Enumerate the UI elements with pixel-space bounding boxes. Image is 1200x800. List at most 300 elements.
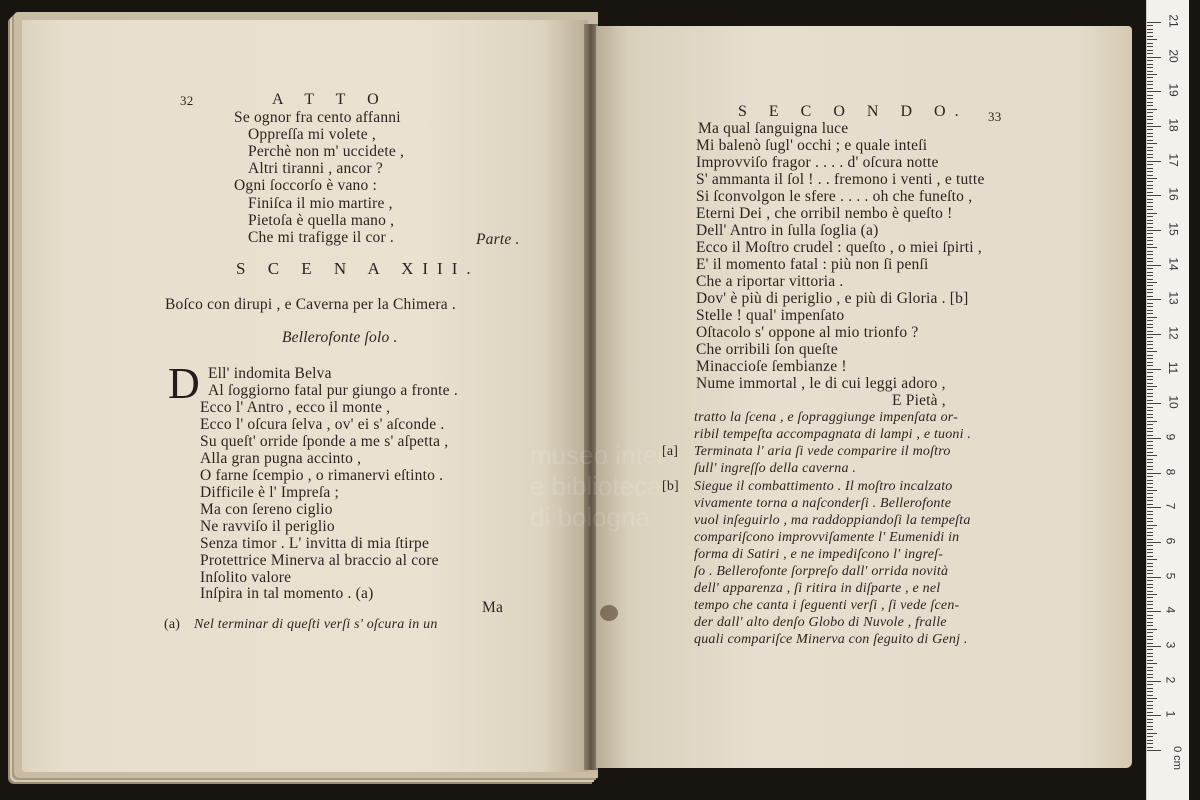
ruler-tick [1147, 667, 1153, 668]
speech-line: Senza timor . L' invitta di mia ſtirpe [200, 535, 430, 552]
ruler-tick [1147, 715, 1161, 716]
ruler-tick [1147, 656, 1153, 657]
ruler-tick [1147, 119, 1153, 120]
ruler-tick [1147, 729, 1153, 730]
ruler-tick [1147, 268, 1153, 269]
speech-line: Ma con ſereno ciglio [200, 501, 333, 518]
ink-stain [600, 605, 618, 621]
ruler-tick [1147, 608, 1153, 609]
ruler-tick [1147, 136, 1153, 137]
ruler-tick [1147, 559, 1157, 560]
ruler-tick [1147, 410, 1153, 411]
ruler-tick [1147, 355, 1153, 356]
ruler-tick [1147, 545, 1153, 546]
note-b-line: vuol inſeguirlo , ma raddoppiandoſi la tempeſta [694, 513, 971, 528]
ruler-tick [1147, 161, 1161, 162]
speech-line: Stelle ! qual' impenſato [696, 307, 845, 324]
ruler-tick [1147, 60, 1153, 61]
ruler-tick [1147, 743, 1153, 744]
ruler-tick [1147, 584, 1153, 585]
ruler-tick [1147, 660, 1153, 661]
ruler-tick [1147, 296, 1153, 297]
ruler-tick [1147, 549, 1153, 550]
ruler-tick [1147, 674, 1153, 675]
ruler-tick [1147, 740, 1153, 741]
scene-heading: S C E N A XIII. [236, 259, 480, 278]
ruler-tick [1147, 379, 1153, 380]
ruler-tick [1147, 168, 1153, 169]
catchword: Ma [482, 599, 504, 616]
ruler-tick [1147, 365, 1153, 366]
ruler-number: 1 [1163, 710, 1178, 718]
ruler-tick [1147, 622, 1153, 623]
ruler-tick [1147, 244, 1153, 245]
ruler-tick [1147, 688, 1153, 689]
ruler-tick [1147, 597, 1153, 598]
ruler-tick [1147, 233, 1153, 234]
ruler-tick [1147, 695, 1153, 696]
ruler-tick [1147, 123, 1153, 124]
ruler-tick [1147, 636, 1153, 637]
ruler-tick [1147, 580, 1153, 581]
ruler-tick [1147, 604, 1153, 605]
ruler-number: 20 [1166, 48, 1181, 63]
ruler-tick [1147, 708, 1153, 709]
speech-line: Dell' Antro in ſulla ſoglia (a) [696, 222, 879, 239]
ruler-tick [1147, 414, 1153, 415]
ruler-tick [1147, 272, 1153, 273]
ruler-tick [1147, 629, 1157, 630]
ruler-tick [1147, 525, 1157, 526]
ruler-tick [1147, 98, 1153, 99]
speech-line: Su queſt' orride ſponde a me s' aſpetta , [200, 433, 449, 450]
ruler-tick [1147, 74, 1157, 75]
ruler-tick [1147, 736, 1153, 737]
ruler-tick [1147, 424, 1153, 425]
note-b-line: dell' apparenza , ſi ritira in diſparte , e nel [694, 581, 941, 596]
running-head-left: A T T O [272, 91, 388, 108]
speech-line: Improvviſo fragor . . . . d' oſcura notte [696, 154, 939, 171]
ruler-tick [1147, 428, 1153, 429]
ruler-tick [1147, 403, 1161, 404]
ruler-number: 4 [1163, 606, 1178, 614]
ruler-tick [1147, 46, 1153, 47]
ruler-number: 19 [1166, 83, 1181, 98]
ruler-tick [1147, 71, 1153, 72]
ruler-tick [1147, 116, 1153, 117]
ruler-tick [1147, 157, 1153, 158]
ruler-number: 18 [1166, 118, 1181, 132]
ruler-number: 16 [1166, 187, 1181, 202]
ruler-number: 3 [1163, 641, 1178, 649]
ruler-tick [1147, 102, 1153, 103]
ruler-tick [1147, 438, 1161, 439]
ruler-tick [1147, 261, 1153, 262]
ruler-tick [1147, 632, 1153, 633]
ruler-tick [1147, 254, 1153, 255]
ruler-tick [1147, 455, 1157, 456]
ruler-number: 8 [1163, 468, 1178, 475]
ruler-tick [1147, 466, 1153, 467]
note-b-line: quali compariſce Minerva con ſeguito di Genj . [694, 632, 968, 647]
ruler-tick [1147, 389, 1153, 390]
ruler-tick [1147, 206, 1153, 207]
speech-line: Difficile è l' Impreſa ; [200, 484, 340, 501]
speech-line: Ecco l' Antro , ecco il monte , [200, 399, 391, 416]
ruler-tick [1147, 299, 1161, 300]
ruler-tick [1147, 279, 1153, 280]
ruler-tick [1147, 192, 1153, 193]
ruler-tick [1147, 563, 1153, 564]
note-b-line: forma di Satiri , e ne impediſcono l' ingreſ- [694, 547, 944, 562]
ruler-number: 15 [1166, 222, 1181, 236]
verse-line: Oppreſſa mi volete , [248, 126, 376, 143]
ruler-tick [1147, 358, 1153, 359]
running-head-right: S E C O N D O. [738, 103, 968, 120]
ruler-tick [1147, 542, 1161, 543]
ruler-tick [1147, 29, 1153, 30]
ruler-tick [1147, 681, 1161, 682]
ruler-tick [1147, 591, 1153, 592]
ruler-tick [1147, 521, 1153, 522]
ruler-tick [1147, 698, 1157, 699]
speech-line: O farne ſcempio , o rimanervi eſtinto . [200, 467, 444, 484]
ruler-tick [1147, 400, 1153, 401]
ruler-tick [1147, 334, 1161, 335]
ruler-number: 12 [1166, 326, 1181, 340]
verse-line: Altri tiranni , ancor ? [248, 160, 384, 177]
ruler-tick [1147, 712, 1153, 713]
ruler-tick [1147, 514, 1153, 515]
speech-line: Che orribili ſon queſte [696, 341, 838, 358]
ruler-unit-label: 0 cm [1170, 746, 1183, 770]
ruler-tick [1147, 265, 1161, 266]
ruler-tick [1147, 726, 1153, 727]
ruler-tick [1147, 105, 1153, 106]
ruler-number: 10 [1166, 395, 1181, 410]
ruler-tick [1147, 181, 1153, 182]
note-a-line: Terminata l' aria ſi vede comparire il moſtro [694, 444, 951, 459]
ruler-tick [1147, 493, 1153, 494]
ruler-tick [1147, 497, 1153, 498]
ruler-tick [1147, 421, 1157, 422]
ruler-tick [1147, 195, 1161, 196]
stage-direction-exit: Parte . [476, 231, 520, 248]
ruler-tick [1147, 39, 1157, 40]
ruler-tick [1147, 376, 1153, 377]
ruler-tick [1147, 147, 1153, 148]
ruler-tick [1147, 490, 1157, 491]
ruler-tick [1147, 57, 1161, 58]
ruler-tick [1147, 230, 1161, 231]
ruler-tick [1147, 469, 1153, 470]
speech-line: Dov' è più di periglio , e più di Gloria . [b] [696, 290, 969, 307]
ruler-tick [1147, 618, 1153, 619]
ruler-tick [1147, 320, 1153, 321]
footnote-mark: (a) [164, 617, 181, 632]
ruler-tick [1147, 306, 1153, 307]
ruler-tick [1147, 750, 1161, 751]
ruler-tick [1147, 150, 1153, 151]
ruler-tick [1147, 535, 1153, 536]
ruler-tick [1147, 649, 1153, 650]
ruler-tick [1147, 275, 1153, 276]
ruler-tick [1147, 143, 1157, 144]
note-b-line: vivamente torna a naſconderſi . Bellerofonte [694, 496, 952, 511]
ruler-tick [1147, 511, 1153, 512]
ruler-tick [1147, 532, 1153, 533]
ruler-tick [1147, 348, 1153, 349]
page-number-right: 33 [988, 109, 1002, 124]
note-b-line: der dall' alto denſo Globo di Nuvole , fralle [694, 615, 947, 630]
ruler-tick [1147, 587, 1153, 588]
ruler-tick [1147, 407, 1153, 408]
ruler-tick [1147, 570, 1153, 571]
ruler-tick [1147, 337, 1153, 338]
ruler-tick [1147, 53, 1153, 54]
ruler-tick [1147, 719, 1153, 720]
ruler-number: 2 [1163, 676, 1178, 683]
ruler-tick [1147, 67, 1153, 68]
speech-line: Ecco l' oſcura ſelva , ov' ei s' aſconde . [200, 416, 445, 433]
footnote: Nel terminar di queſti verſi s' oſcura in un [194, 617, 438, 632]
scene-setting: Boſco con dirupi , e Caverna per la Chimera . [165, 296, 456, 313]
ruler-tick [1147, 285, 1153, 286]
speech-line: Ell' indomita Belva [208, 365, 332, 382]
ruler-number: 14 [1166, 256, 1181, 271]
ruler-tick [1147, 396, 1153, 397]
ruler-tick [1147, 611, 1161, 612]
ruler-number: 13 [1166, 291, 1181, 306]
note-a-line: ſull' ingreſſo della caverna . [694, 461, 857, 476]
ruler-tick [1147, 199, 1153, 200]
speech-line: Protettrice Minerva al braccio al core [200, 552, 439, 569]
ruler-tick [1147, 417, 1153, 418]
ruler-tick [1147, 487, 1153, 488]
ruler-tick [1147, 341, 1153, 342]
verse-line: Che mi trafigge il cor . [248, 229, 394, 246]
ruler-tick [1147, 448, 1153, 449]
continuation-line: tratto la ſcena , e ſopraggiunge impenſata or- [694, 410, 959, 425]
ruler-tick [1147, 84, 1153, 85]
speech-line: Inſolito valore [200, 569, 292, 586]
ruler-tick [1147, 372, 1153, 373]
ruler-tick [1147, 684, 1153, 685]
speech-line: E' il momento fatal : più non ſi penſi [696, 256, 929, 273]
ruler-tick [1147, 643, 1153, 644]
ruler-tick [1147, 625, 1153, 626]
ruler-tick [1147, 722, 1153, 723]
ruler-tick [1147, 445, 1153, 446]
note-b-line: compariſcono improvviſamente l' Eumenidi in [694, 530, 960, 545]
ruler-tick [1147, 369, 1161, 370]
ruler-number: 9 [1163, 433, 1178, 441]
ruler-tick [1147, 601, 1153, 602]
speech-line: S' ammanta il ſol ! . . fremono i venti , e tutte [696, 171, 985, 188]
note-b-line: tempo che canta i ſeguenti verſi , ſi vede ſcen- [694, 598, 960, 613]
ruler-number: 17 [1166, 152, 1181, 167]
ruler-tick [1147, 223, 1153, 224]
ruler-tick [1147, 313, 1153, 314]
ruler-tick [1147, 435, 1153, 436]
ruler-tick [1147, 386, 1157, 387]
character-name: Bellerofonte ſolo . [282, 329, 398, 346]
ruler-tick [1147, 188, 1153, 189]
ruler-tick [1147, 344, 1153, 345]
ruler-tick [1147, 43, 1153, 44]
ruler-tick [1147, 64, 1153, 65]
ruler-number: 21 [1166, 14, 1181, 28]
ruler-tick [1147, 528, 1153, 529]
ruler-number: 5 [1163, 572, 1178, 579]
ruler-tick [1147, 594, 1157, 595]
speech-line: Ne ravviſo il periglio [200, 518, 335, 535]
measuring-ruler [1146, 0, 1189, 800]
speech-line: Alla gran pugna accinto , [200, 450, 362, 467]
ruler-tick [1147, 220, 1153, 221]
catch-line: E Pietà , [892, 392, 946, 409]
ruler-tick [1147, 539, 1153, 540]
ruler-tick [1147, 615, 1153, 616]
speech-line: Minaccioſe ſembianze ! [696, 358, 847, 375]
ruler-tick [1147, 653, 1153, 654]
ruler-tick [1147, 77, 1153, 78]
ruler-tick [1147, 705, 1153, 706]
ruler-tick [1147, 663, 1157, 664]
ruler-tick [1147, 292, 1153, 293]
ruler-tick [1147, 441, 1153, 442]
speech-line: Che a riportar vittoria . [696, 273, 844, 290]
ruler-tick [1147, 566, 1153, 567]
ruler-tick [1147, 577, 1161, 578]
left-page [22, 20, 588, 772]
ruler-tick [1147, 258, 1153, 259]
ruler-tick [1147, 25, 1153, 26]
continuation-line: ribil tempeſta accompagnata di lampi , e tuoni . [694, 427, 972, 442]
ruler-tick [1147, 500, 1153, 501]
right-page [596, 26, 1132, 768]
ruler-tick [1147, 507, 1161, 508]
ruler-tick [1147, 483, 1153, 484]
verse-line: Se ognor fra cento affanni [234, 109, 401, 126]
ruler-tick [1147, 109, 1157, 110]
ruler-tick [1147, 462, 1153, 463]
ruler-tick [1147, 691, 1153, 692]
ruler-tick [1147, 452, 1153, 453]
ruler-tick [1147, 133, 1153, 134]
ruler-tick [1147, 733, 1157, 734]
ruler-tick [1147, 140, 1153, 141]
ruler-tick [1147, 209, 1153, 210]
ruler-tick [1147, 237, 1153, 238]
ruler-tick [1147, 670, 1153, 671]
speech-line: Ecco il Moſtro crudel : queſto , o miei ſpirti , [696, 239, 982, 256]
ruler-tick [1147, 202, 1153, 203]
note-a-mark: [a] [662, 444, 679, 459]
ruler-tick [1147, 91, 1161, 92]
ruler-tick [1147, 164, 1153, 165]
speech-line: Mi balenò ſugl' occhi ; e quale inteſi [696, 137, 928, 154]
ruler-tick [1147, 36, 1153, 37]
ruler-tick [1147, 362, 1153, 363]
verse-line: Pietoſa è quella mano , [248, 212, 395, 229]
ruler-tick [1147, 216, 1153, 217]
ruler-tick [1147, 178, 1157, 179]
ruler-tick [1147, 383, 1153, 384]
ruler-tick [1147, 480, 1153, 481]
speech-line: Al ſoggiorno fatal pur giungo a fronte . [208, 382, 458, 399]
note-b-line: Siegue il combattimento . Il moſtro incalzato [694, 479, 953, 494]
ruler-tick [1147, 331, 1153, 332]
ruler-tick [1147, 227, 1153, 228]
ruler-tick [1147, 518, 1153, 519]
speech-line: Ma qual ſanguigna luce [698, 120, 849, 137]
ruler-tick [1147, 126, 1161, 127]
ruler-tick [1147, 112, 1153, 113]
speech-line: Nume immortal , le di cui leggi adoro , [696, 375, 946, 392]
ruler-tick [1147, 393, 1153, 394]
ruler-tick [1147, 32, 1153, 33]
ruler-number: 6 [1163, 537, 1178, 545]
speech-line: Eterni Dei , che orribil nembo è queſto ! [696, 205, 953, 222]
ruler-tick [1147, 240, 1153, 241]
note-b-line: ſo . Bellerofonte ſorpreſo dall' orrida novità [694, 564, 949, 579]
ruler-number: 7 [1163, 502, 1178, 510]
speech-line: Inſpira in tal momento . (a) [200, 585, 374, 602]
ruler-tick [1147, 282, 1157, 283]
ruler-tick [1147, 556, 1153, 557]
ruler-tick [1147, 504, 1153, 505]
ruler-tick [1147, 175, 1153, 176]
ruler-tick [1147, 289, 1153, 290]
page-number-left: 32 [180, 93, 194, 108]
ruler-tick [1147, 646, 1161, 647]
ruler-tick [1147, 303, 1153, 304]
ruler-tick [1147, 171, 1153, 172]
ruler-tick [1147, 185, 1153, 186]
ruler-tick [1147, 251, 1153, 252]
ruler-tick [1147, 747, 1153, 748]
ruler-tick [1147, 324, 1153, 325]
ruler-tick [1147, 88, 1153, 89]
ruler-tick [1147, 573, 1153, 574]
speech-line: Oſtacolo s' oppone al mio trionfo ? [696, 324, 919, 341]
ruler-tick [1147, 81, 1153, 82]
ruler-tick [1147, 213, 1157, 214]
drop-cap: D [168, 359, 200, 408]
ruler-tick [1147, 327, 1153, 328]
ruler-tick [1147, 351, 1157, 352]
ruler-tick [1147, 310, 1153, 311]
ruler-tick [1147, 95, 1153, 96]
speech-line: Si ſconvolgon le sfere . . . . oh che funeſto , [696, 188, 973, 205]
ruler-tick [1147, 473, 1161, 474]
note-b-mark: [b] [662, 479, 679, 494]
ruler-tick [1147, 129, 1153, 130]
ruler-tick [1147, 22, 1161, 23]
ruler-tick [1147, 50, 1153, 51]
ruler-tick [1147, 459, 1153, 460]
ruler-tick [1147, 317, 1157, 318]
ruler-tick [1147, 247, 1157, 248]
verse-line: Ogni ſoccorſo è vano : [234, 177, 377, 194]
ruler-tick [1147, 154, 1153, 155]
verse-line: Finiſca il mio martire , [248, 195, 393, 212]
ruler-tick [1147, 701, 1153, 702]
ruler-tick [1147, 677, 1153, 678]
ruler-number: 11 [1166, 361, 1181, 374]
ruler-tick [1147, 639, 1153, 640]
